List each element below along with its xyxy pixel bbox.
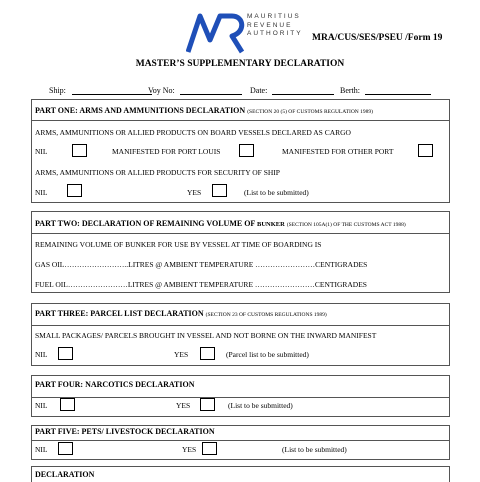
part-three-ref: (SECTION 23 OF CUSTOMS REGULATIONS 1989): [205, 312, 327, 318]
voy-no-label: Voy No:: [148, 86, 175, 95]
declaration-heading: DECLARATION: [35, 470, 95, 479]
part-one-nil2-label: NIL: [35, 188, 48, 197]
part-three-nil-checkbox[interactable]: [58, 347, 73, 360]
part-one-ref: (SECTION 20 (5) OF CUSTOMS REGULATION 1989): [247, 109, 373, 115]
part-one-section: [31, 99, 450, 203]
part-three-header: [32, 304, 449, 326]
logo-text: [247, 13, 303, 39]
part-four-section: [31, 375, 450, 417]
part-three-title: PART THREE: PARCEL LIST DECLARATION: [35, 309, 204, 318]
manifested-other-port-checkbox[interactable]: [418, 144, 433, 157]
part-four-note: (List to be submitted): [228, 401, 293, 410]
part-four-heading: PART FOUR: NARCOTICS DECLARATION: [35, 380, 195, 389]
berth-label: Berth:: [340, 86, 360, 95]
part-five-nil-label: NIL: [35, 445, 48, 454]
page-title: MASTER’S SUPPLEMENTARY DECLARATION: [135, 59, 345, 69]
date-field[interactable]: [272, 86, 334, 95]
manifested-other-port-label: MANIFESTED FOR OTHER PORT: [282, 147, 394, 156]
part-two-header: [32, 212, 449, 234]
part-one-nil-label: NIL: [35, 147, 48, 156]
part-three-note: (Parcel list to be submitted): [226, 350, 309, 359]
part-two-ref: (SECTION 105A(1) OF THE CUSTOMS ACT 1988): [286, 222, 406, 228]
part-four-header: [32, 376, 449, 398]
logo-line: AUTHORITY: [247, 30, 303, 37]
voy-no-field[interactable]: [180, 86, 242, 95]
part-one-line2: ARMS, AMMUNITIONS OR ALLIED PRODUCTS FOR SECURITY OF SHIP: [35, 168, 280, 177]
part-two-section: [31, 211, 450, 293]
ship-label: Ship:: [49, 86, 66, 95]
form-number: MRA/CUS/SES/PSEU /Form 19: [312, 33, 443, 43]
gas-oil-line: GAS OIL……………………..LITRES @ AMBIENT TEMPERATURE ……………………CENTIGRADES: [35, 260, 368, 269]
part-one-heading: [35, 106, 373, 115]
part-two-title: PART TWO: DECLARATION OF REMAINING VOLUME OF: [35, 219, 256, 228]
part-one-title: PART ONE: ARMS AND AMMUNITIONS DECLARATION: [35, 106, 246, 115]
part-five-nil-checkbox[interactable]: [58, 442, 73, 455]
part-five-yes-checkbox[interactable]: [202, 442, 217, 455]
part-three-section: [31, 303, 450, 366]
part-four-nil-label: NIL: [35, 401, 48, 410]
part-two-heading: [35, 219, 406, 228]
logo-line: MAURITIUS: [247, 13, 301, 20]
part-three-yes-label: YES: [174, 350, 189, 359]
part-four-yes-checkbox[interactable]: [200, 398, 215, 411]
part-one-yes-label: YES: [187, 188, 202, 197]
part-one-nil2-checkbox[interactable]: [67, 184, 82, 197]
part-one-nil-checkbox[interactable]: [72, 144, 87, 157]
manifested-port-louis-label: MANIFESTED FOR PORT LOUIS: [112, 147, 221, 156]
part-five-yes-label: YES: [182, 445, 197, 454]
mra-logo-icon: [186, 10, 248, 54]
part-three-yes-checkbox[interactable]: [200, 347, 215, 360]
part-three-heading: [35, 309, 327, 318]
ship-field[interactable]: [72, 86, 152, 95]
fuel-oil-line: FUEL OIL……………………LITRES @ AMBIENT TEMPERATURE ……………………CENTIGRADES: [35, 280, 367, 289]
part-five-note: (List to be submitted): [282, 445, 347, 454]
berth-field[interactable]: [365, 86, 431, 95]
part-five-heading: PART FIVE: PETS/ LIVESTOCK DECLARATION: [35, 427, 215, 436]
part-four-nil-checkbox[interactable]: [60, 398, 75, 411]
part-three-nil-label: NIL: [35, 350, 48, 359]
logo-line: REVENUE: [247, 21, 293, 29]
part-five-section: [31, 425, 450, 460]
part-one-header: [32, 100, 449, 121]
part-one-line1: ARMS, AMMUNITIONS OR ALLIED PRODUCTS ON BOARD VESSELS DECLARED AS CARGO: [35, 128, 351, 137]
manifested-port-louis-checkbox[interactable]: [239, 144, 254, 157]
part-four-yes-label: YES: [176, 401, 191, 410]
part-two-title-small: BUNKER: [257, 221, 285, 228]
part-three-line1: SMALL PACKAGES/ PARCELS BROUGHT IN VESSEL AND NOT BORNE ON THE INWARD MANIFEST: [35, 331, 377, 340]
part-five-header: [32, 426, 449, 441]
part-one-yes-checkbox[interactable]: [212, 184, 227, 197]
part-one-note: (List to be submitted): [244, 188, 309, 197]
date-label: Date:: [250, 86, 268, 95]
part-two-line1: REMAINING VOLUME OF BUNKER FOR USE BY VESSEL AT TIME OF BOARDING IS: [35, 240, 322, 249]
